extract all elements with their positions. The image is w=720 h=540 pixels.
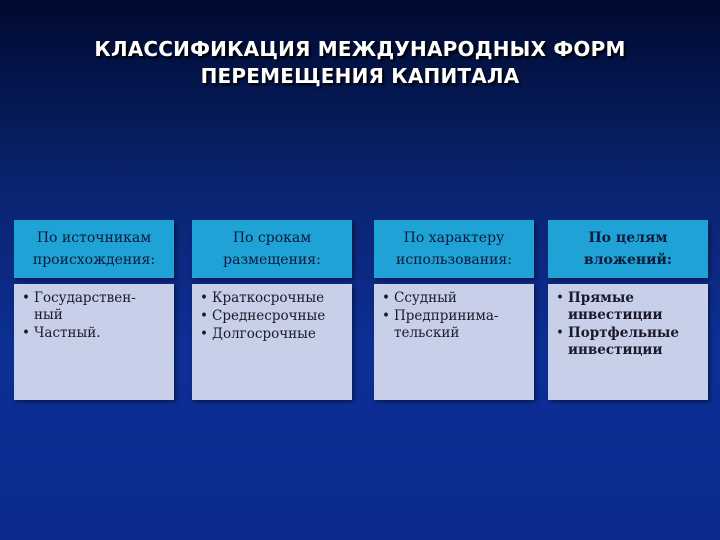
column-by-source xyxy=(14,220,174,400)
item-text: Частный. xyxy=(34,325,101,341)
column-header xyxy=(192,220,352,278)
bullet-icon: • xyxy=(22,290,30,306)
header-line: происхождения: xyxy=(32,252,156,268)
list-item xyxy=(22,325,168,342)
header-line: По целям xyxy=(588,230,668,246)
list-item xyxy=(200,326,346,343)
header-line: размещения: xyxy=(223,252,321,268)
item-text: Государствен- xyxy=(34,290,136,306)
item-text: Краткосрочные xyxy=(212,290,325,306)
title-line-1: КЛАССИФИКАЦИЯ МЕЖДУНАРОДНЫХ ФОРМ xyxy=(94,37,626,61)
column-by-purpose xyxy=(548,220,708,400)
column-by-usage xyxy=(374,220,534,400)
item-text: ный xyxy=(34,307,63,323)
column-header xyxy=(374,220,534,278)
header-line: использования: xyxy=(396,252,512,268)
list-item xyxy=(200,290,346,307)
column-body xyxy=(548,284,708,400)
item-text: Долгосрочные xyxy=(212,326,316,342)
column-header xyxy=(548,220,708,278)
item-text: Портфельные xyxy=(568,325,680,341)
bullet-icon: • xyxy=(382,308,390,324)
bullet-icon: • xyxy=(200,290,208,306)
slide-title xyxy=(0,36,720,90)
header-line: По срокам xyxy=(232,230,312,246)
column-body xyxy=(374,284,534,400)
bullet-icon: • xyxy=(556,325,564,341)
column-by-term xyxy=(192,220,352,400)
item-text: Среднесрочные xyxy=(212,308,326,324)
list-item xyxy=(22,290,168,324)
item-text: инвестиции xyxy=(568,307,663,323)
column-body xyxy=(192,284,352,400)
list-item xyxy=(556,325,702,359)
item-text: Прямые xyxy=(568,290,635,306)
column-body xyxy=(14,284,174,400)
column-header xyxy=(14,220,174,278)
header-line: вложений: xyxy=(583,252,673,268)
header-line: По источникам xyxy=(36,230,152,246)
bullet-icon: • xyxy=(382,290,390,306)
list-item xyxy=(556,290,702,324)
list-item xyxy=(382,290,528,307)
item-text: Ссудный xyxy=(394,290,457,306)
item-text: тельский xyxy=(394,325,460,341)
item-text: Предпринима- xyxy=(394,308,499,324)
bullet-icon: • xyxy=(200,326,208,342)
title-line-2: ПЕРЕМЕЩЕНИЯ КАПИТАЛА xyxy=(200,64,520,88)
bullet-icon: • xyxy=(556,290,564,306)
header-line: По характеру xyxy=(403,230,505,246)
bullet-icon: • xyxy=(22,325,30,341)
list-item xyxy=(200,308,346,325)
item-text: инвестиции xyxy=(568,342,663,358)
bullet-icon: • xyxy=(200,308,208,324)
list-item xyxy=(382,308,528,342)
